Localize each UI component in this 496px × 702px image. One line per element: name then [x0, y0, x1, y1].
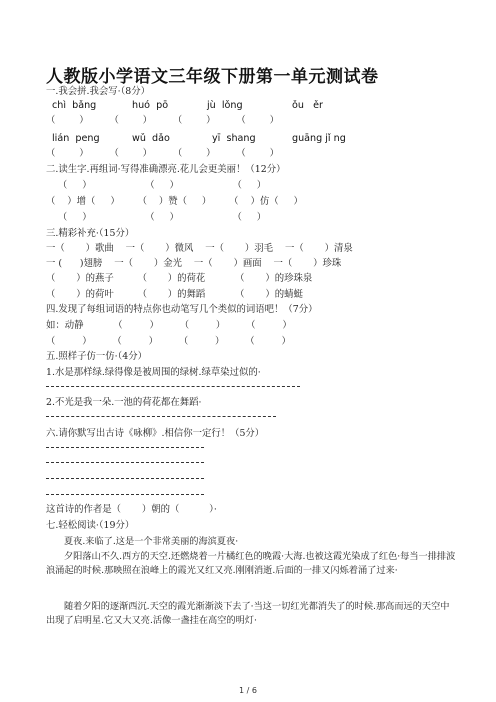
answer-brackets-row-2: （ ） （ ） （ ） （ ）: [46, 148, 279, 159]
section-4-row-2: （ ） （ ） （ ） （ ）: [46, 336, 291, 347]
page-number: 1 / 6: [239, 686, 257, 695]
section-3-heading: 三.精彩补充·（15分）: [46, 228, 135, 239]
pinyin-ouer: ǒu ěr: [292, 100, 323, 111]
pinyin-wudao: wǔ dǎo: [132, 133, 170, 144]
section-3-row-2: 一 ( )翅膀 一（ ）金光 一（ ）画面 一（ ）珍珠: [46, 258, 342, 269]
reading-paragraph-2: 夕阳落山不久.西方的天空.还燃烧着一片橘红色的晚霞·大海.也被这霞光染成了红色·每当一排排波浪涌起的时候.那映照在浪峰上的霞光又红又亮.刚刚消逝.后面的一排又闪烁着涌了过来·: [46, 551, 456, 576]
section-2-row-1: （ ） （ ） （ ）: [46, 180, 267, 191]
answer-line: [46, 386, 300, 387]
pinyin-lianpeng: lián peng: [52, 133, 100, 144]
section-2-row-2: （ ）增（ ） （ ）赞（ ） （ ）仿（ ）: [46, 196, 303, 207]
answer-line: [46, 462, 204, 463]
pinyin-guangjing: guāng jǐ ng: [292, 133, 346, 144]
section-3-row-3: （ ）的燕子 （ ）的荷花 （ ）的珍珠泉: [46, 273, 313, 284]
answer-line: [46, 478, 204, 479]
page-title: 人教版小学语文三年级下册第一单元测试卷: [46, 67, 379, 87]
section-5-item-1: 1.水是那样绿.绿得像是被周围的绿树.绿草染过似的·: [46, 367, 261, 378]
section-7-heading: 七.轻松阅读·（19分）: [46, 520, 135, 531]
pinyin-huopo: huó pō: [132, 100, 169, 111]
author-question: 这首诗的作者是（ ）朝的（ ）·: [46, 504, 217, 515]
section-3-row-4: （ ）的荷叶 （ ）的舞蹈 （ ）的蜻蜓: [46, 289, 303, 300]
reading-paragraph-3: 随着夕阳的逐渐西沉.天空的霞光渐渐淡下去了·当这一切红光都消失了的时候.那高而远的天空中出现了启明星.它又大又亮.活像一盏挂在高空的明灯·: [46, 601, 450, 626]
answer-line: [46, 494, 204, 495]
answer-line: [46, 447, 204, 448]
section-5-item-2: 2.不光是我一朵.一池的荷花都在舞蹈·: [46, 397, 202, 408]
section-4-row-1: 如：动静 （ ） （ ） （ ）: [46, 320, 292, 331]
section-5-heading: 五.照样子仿一仿·（4分）: [46, 351, 147, 362]
section-4-heading: 四.发现了每组词语的特点你也动笔写几个类似的词语吧！（7分）: [46, 304, 318, 315]
section-2-heading: 二.读生字.再组词·写得准确漂亮.花儿会更美丽！（12分）: [46, 164, 286, 175]
section-2-row-3: （ ） （ ） （ ）: [46, 212, 267, 223]
reading-paragraph-1: 夏夜.来临了.这是一个非常美丽的海滨夏夜·: [64, 536, 239, 547]
section-3-row-1: 一（ ）歌曲 一（ ）微风 一（ ）羽毛 一（ ）清泉: [46, 243, 353, 254]
section-1-heading: 一.我会拼.我会写·（8分）: [46, 86, 150, 97]
pinyin-julong: jù lǒng: [207, 100, 243, 111]
answer-brackets-row-1: （ ） （ ） （ ） （ ）: [46, 115, 279, 126]
pinyin-yishang: yī shang: [212, 133, 256, 144]
section-6-heading: 六.请你默写出古诗《咏柳》.相信你一定行！（5分）: [46, 428, 265, 439]
answer-line: [46, 416, 276, 417]
pinyin-chibang: chì bǎng: [52, 100, 97, 111]
